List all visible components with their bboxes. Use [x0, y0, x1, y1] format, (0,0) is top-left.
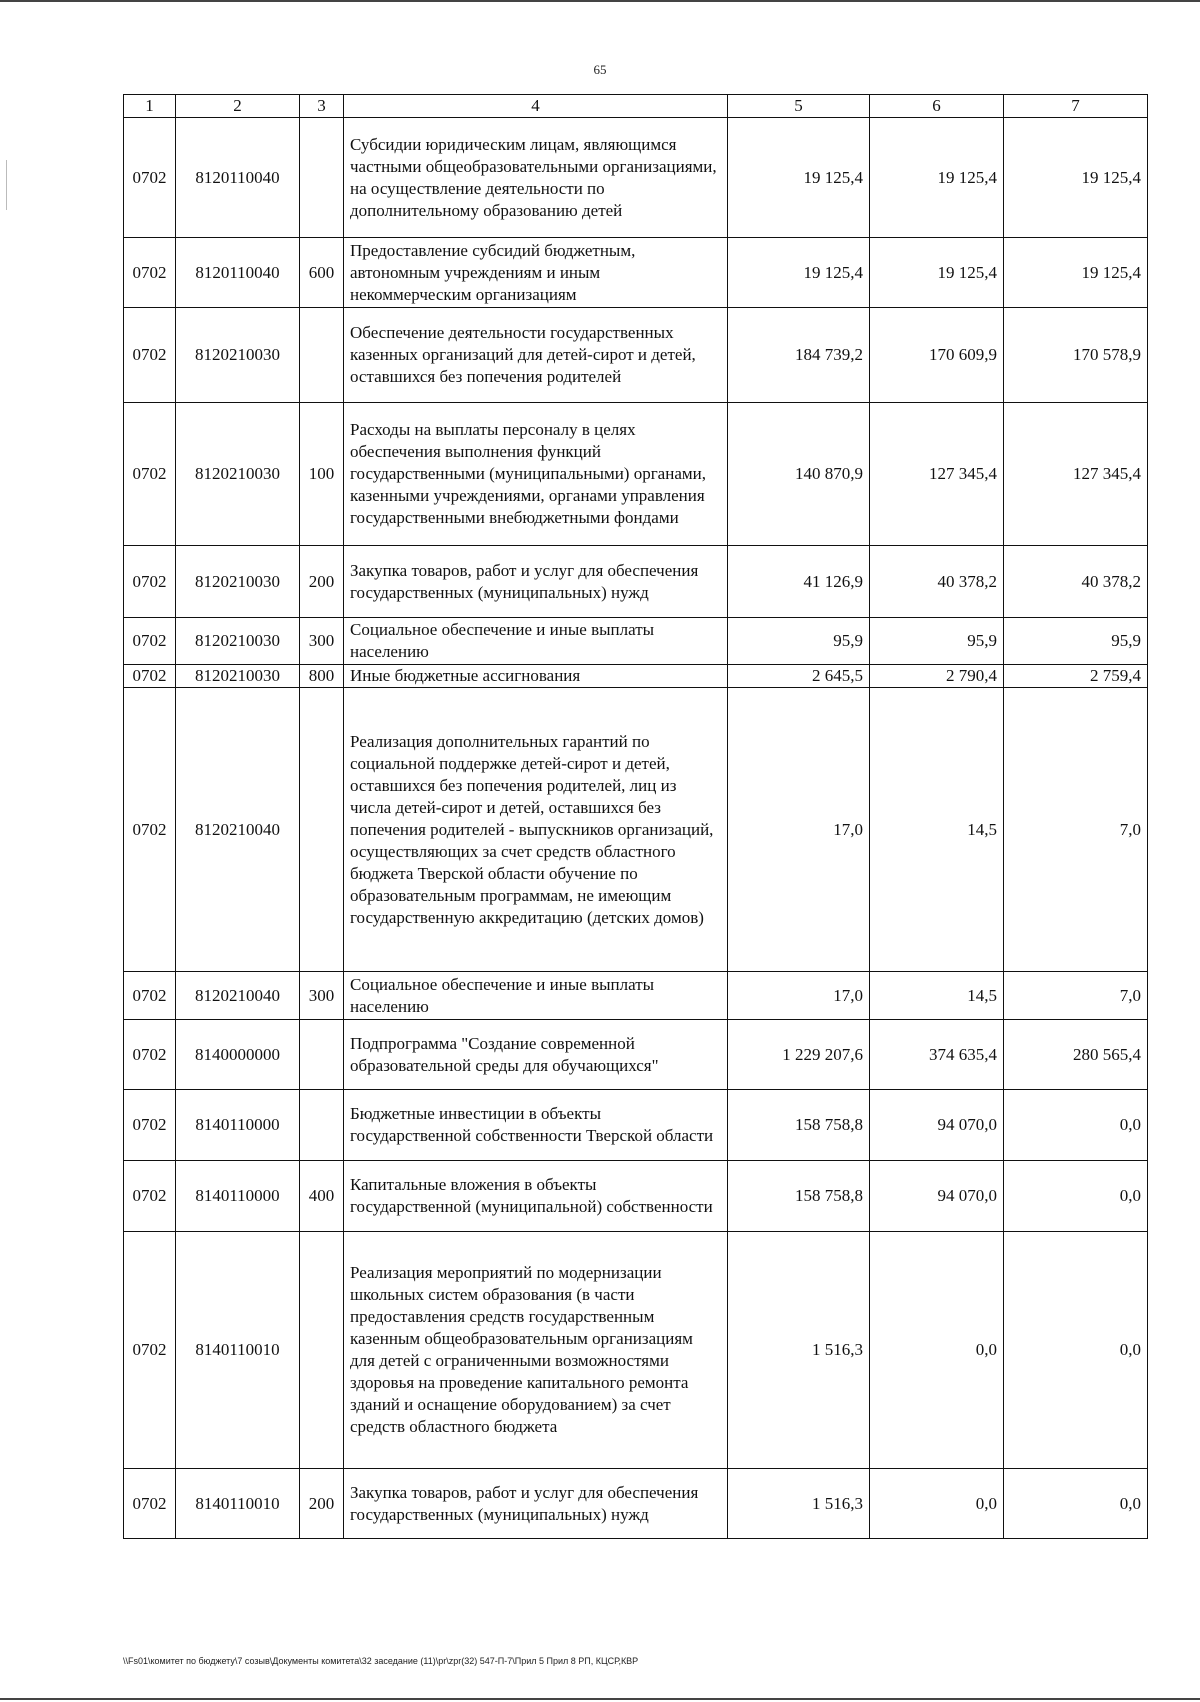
value-2020-cell: 14,5 [870, 972, 1004, 1020]
value-2019-cell: 1 516,3 [728, 1469, 870, 1539]
value-2021-cell: 0,0 [1004, 1232, 1148, 1469]
vr-cell [300, 1090, 344, 1161]
value-2020-cell: 40 378,2 [870, 546, 1004, 618]
table-row [124, 1090, 1148, 1161]
table-row [124, 308, 1148, 403]
table-row [124, 688, 1148, 972]
razdel-cell: 0702 [124, 1161, 176, 1232]
value-2019-cell: 140 870,9 [728, 403, 870, 546]
value-2021-cell: 7,0 [1004, 972, 1148, 1020]
name-cell: Обеспечение деятельности государственных казенных организаций для детей-сирот и детей, оставшихся без попечения родителей [344, 308, 728, 403]
vr-cell: 300 [300, 972, 344, 1020]
vr-cell: 100 [300, 403, 344, 546]
value-2020-cell: 19 125,4 [870, 238, 1004, 308]
value-2021-cell: 19 125,4 [1004, 238, 1148, 308]
razdel-cell: 0702 [124, 972, 176, 1020]
value-2019-cell: 1 229 207,6 [728, 1020, 870, 1090]
header-col-1: 1 [124, 95, 176, 118]
name-cell: Подпрограмма "Создание современной образовательной среды для обучающихся" [344, 1020, 728, 1090]
value-2019-cell: 17,0 [728, 688, 870, 972]
csr-cell: 8140110010 [176, 1232, 300, 1469]
csr-cell: 8120110040 [176, 118, 300, 238]
csr-cell: 8120210030 [176, 618, 300, 665]
csr-cell: 8140000000 [176, 1020, 300, 1090]
value-2021-cell: 40 378,2 [1004, 546, 1148, 618]
razdel-cell: 0702 [124, 1020, 176, 1090]
table-row [124, 1020, 1148, 1090]
value-2021-cell: 0,0 [1004, 1161, 1148, 1232]
table-row [124, 403, 1148, 546]
header-col-7: 7 [1004, 95, 1148, 118]
value-2020-cell: 94 070,0 [870, 1161, 1004, 1232]
value-2020-cell: 14,5 [870, 688, 1004, 972]
value-2020-cell: 0,0 [870, 1232, 1004, 1469]
value-2019-cell: 1 516,3 [728, 1232, 870, 1469]
vr-cell [300, 688, 344, 972]
table-row [124, 618, 1148, 665]
value-2021-cell: 0,0 [1004, 1469, 1148, 1539]
header-row [124, 95, 1148, 118]
page-number: 65 [593, 62, 607, 77]
vr-cell: 800 [300, 665, 344, 688]
csr-cell: 8120210030 [176, 665, 300, 688]
value-2019-cell: 158 758,8 [728, 1090, 870, 1161]
name-cell: Субсидии юридическим лицам, являющимся частными общеобразовательными организациями, на осуществление деятельности по дополнительному образованию детей [344, 118, 728, 238]
table-row [124, 1232, 1148, 1469]
value-2020-cell: 95,9 [870, 618, 1004, 665]
page-bottom-edge [0, 1698, 1200, 1700]
csr-cell: 8120210040 [176, 688, 300, 972]
value-2020-cell: 127 345,4 [870, 403, 1004, 546]
vr-cell: 300 [300, 618, 344, 665]
value-2019-cell: 2 645,5 [728, 665, 870, 688]
value-2019-cell: 95,9 [728, 618, 870, 665]
value-2021-cell: 280 565,4 [1004, 1020, 1148, 1090]
name-cell: Расходы на выплаты персоналу в целях обеспечения выполнения функций государственными (муниципальными) органами, казенными учреждениями, органами управления государственными внебюджетными фондами [344, 403, 728, 546]
vr-cell: 200 [300, 546, 344, 618]
value-2019-cell: 17,0 [728, 972, 870, 1020]
csr-cell: 8120110040 [176, 238, 300, 308]
value-2020-cell: 94 070,0 [870, 1090, 1004, 1161]
name-cell: Предоставление субсидий бюджетным, автономным учреждениям и иным некоммерческим организациям [344, 238, 728, 308]
name-cell: Социальное обеспечение и иные выплаты населению [344, 972, 728, 1020]
razdel-cell: 0702 [124, 403, 176, 546]
vr-cell: 600 [300, 238, 344, 308]
razdel-cell: 0702 [124, 1232, 176, 1469]
csr-cell: 8140110000 [176, 1161, 300, 1232]
vr-cell [300, 1020, 344, 1090]
value-2019-cell: 158 758,8 [728, 1161, 870, 1232]
value-2021-cell: 2 759,4 [1004, 665, 1148, 688]
value-2020-cell: 170 609,9 [870, 308, 1004, 403]
razdel-cell: 0702 [124, 1469, 176, 1539]
csr-cell: 8120210030 [176, 403, 300, 546]
header-col-4: 4 [344, 95, 728, 118]
value-2019-cell: 19 125,4 [728, 118, 870, 238]
razdel-cell: 0702 [124, 665, 176, 688]
vr-cell: 400 [300, 1161, 344, 1232]
value-2021-cell: 127 345,4 [1004, 403, 1148, 546]
razdel-cell: 0702 [124, 238, 176, 308]
name-cell: Реализация дополнительных гарантий по социальной поддержке детей-сирот и детей, оставшихся без попечения родителей, лиц из числа детей-сирот и детей, оставшихся без попечения родителей - выпускников организаций, осуществляющих за счет средств областного бюджета Тверской области обучение по образовательным программам, не имеющим государственную аккредитацию (детских домов) [344, 688, 728, 972]
value-2021-cell: 7,0 [1004, 688, 1148, 972]
name-cell: Закупка товаров, работ и услуг для обеспечения государственных (муниципальных) нужд [344, 546, 728, 618]
value-2019-cell: 41 126,9 [728, 546, 870, 618]
vr-cell [300, 1232, 344, 1469]
razdel-cell: 0702 [124, 688, 176, 972]
csr-cell: 8120210030 [176, 546, 300, 618]
value-2020-cell: 0,0 [870, 1469, 1004, 1539]
vr-cell [300, 118, 344, 238]
table-row [124, 972, 1148, 1020]
value-2021-cell: 19 125,4 [1004, 118, 1148, 238]
table-row [124, 546, 1148, 618]
footer-file-path: \\Fs01\комитет по бюджету\7 созыв\Документы комитета\32 заседание (11)\pr\zpr(32) 547-П-7\Прил 5 Прил 8 РП, КЦСР,КВР [123, 1656, 639, 1666]
value-2019-cell: 19 125,4 [728, 238, 870, 308]
value-2021-cell: 170 578,9 [1004, 308, 1148, 403]
razdel-cell: 0702 [124, 546, 176, 618]
vr-cell [300, 308, 344, 403]
header-col-5: 5 [728, 95, 870, 118]
name-cell: Социальное обеспечение и иные выплаты населению [344, 618, 728, 665]
value-2019-cell: 184 739,2 [728, 308, 870, 403]
name-cell: Закупка товаров, работ и услуг для обеспечения государственных (муниципальных) нужд [344, 1469, 728, 1539]
name-cell: Бюджетные инвестиции в объекты государственной собственности Тверской области [344, 1090, 728, 1161]
header-col-2: 2 [176, 95, 300, 118]
budget-table [123, 94, 1148, 1539]
table-row [124, 665, 1148, 688]
razdel-cell: 0702 [124, 118, 176, 238]
value-2020-cell: 2 790,4 [870, 665, 1004, 688]
value-2020-cell: 374 635,4 [870, 1020, 1004, 1090]
name-cell: Капитальные вложения в объекты государственной (муниципальной) собственности [344, 1161, 728, 1232]
csr-cell: 8120210030 [176, 308, 300, 403]
table-row [124, 238, 1148, 308]
value-2020-cell: 19 125,4 [870, 118, 1004, 238]
razdel-cell: 0702 [124, 1090, 176, 1161]
razdel-cell: 0702 [124, 618, 176, 665]
name-cell: Реализация мероприятий по модернизации школьных систем образования (в части предоставления средств государственным казенным общеобразовательным организациям для детей с ограниченными возможностями здоровья на проведение капитального ремонта зданий и оснащение оборудованием) за счет средств областного бюджета [344, 1232, 728, 1469]
razdel-cell: 0702 [124, 308, 176, 403]
header-col-3: 3 [300, 95, 344, 118]
csr-cell: 8140110000 [176, 1090, 300, 1161]
header-col-6: 6 [870, 95, 1004, 118]
csr-cell: 8140110010 [176, 1469, 300, 1539]
table-row [124, 1469, 1148, 1539]
page-top-edge [0, 0, 1200, 2]
name-cell: Иные бюджетные ассигнования [344, 665, 728, 688]
table-row [124, 118, 1148, 238]
value-2021-cell: 0,0 [1004, 1090, 1148, 1161]
value-2021-cell: 95,9 [1004, 618, 1148, 665]
scan-mark [6, 160, 7, 210]
table-row [124, 1161, 1148, 1232]
vr-cell: 200 [300, 1469, 344, 1539]
csr-cell: 8120210040 [176, 972, 300, 1020]
